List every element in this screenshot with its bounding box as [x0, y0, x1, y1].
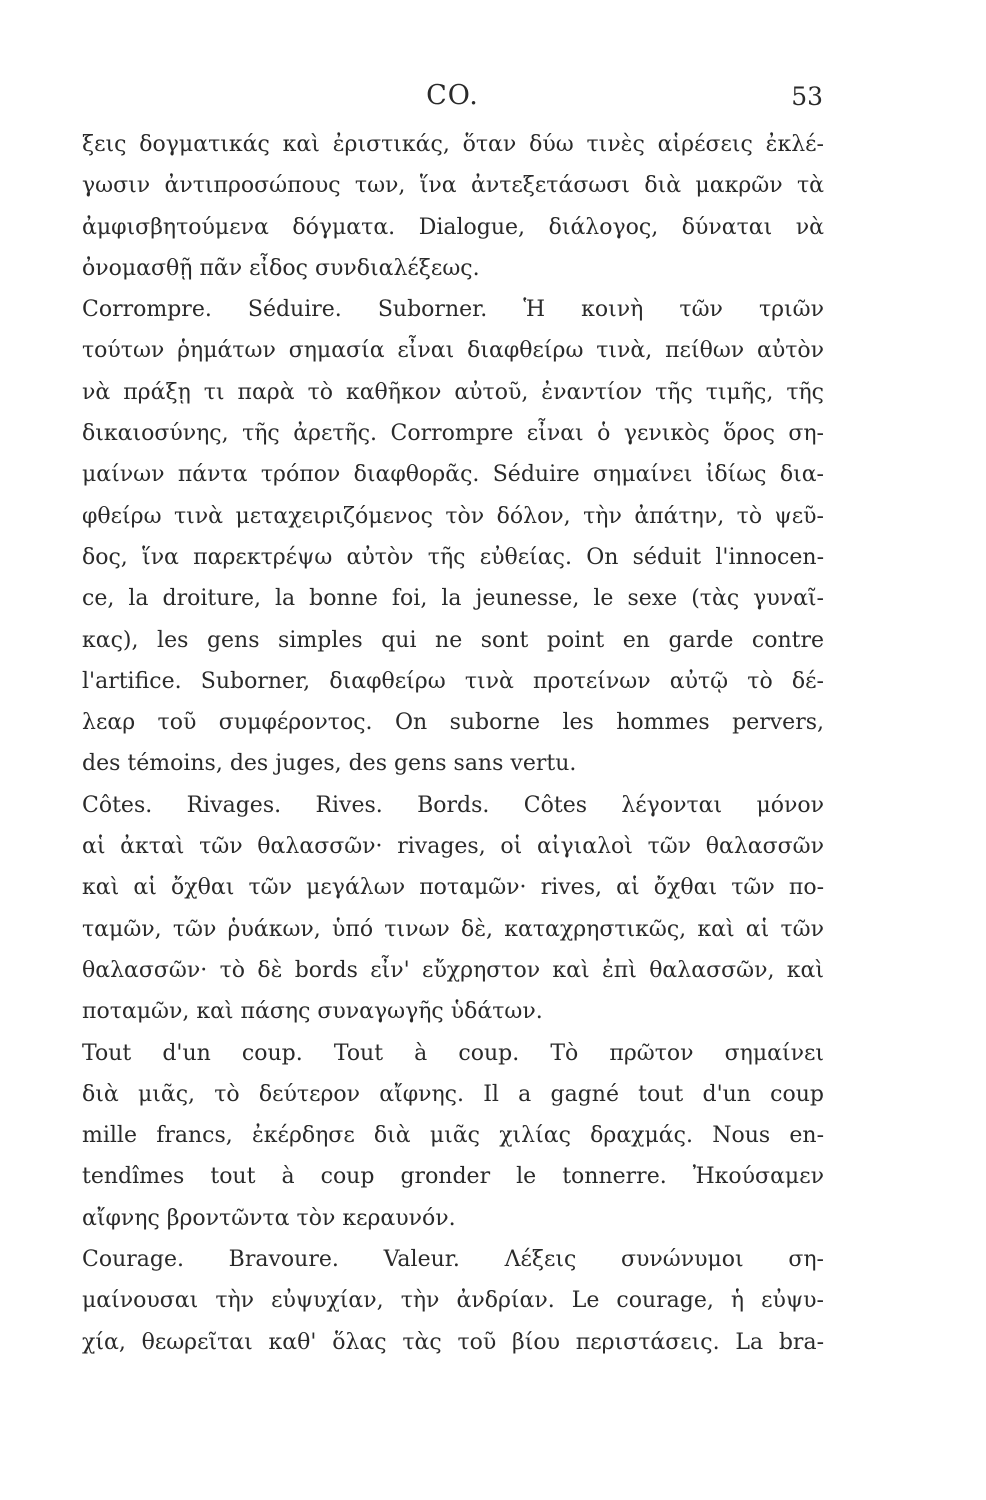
page-number: 53	[791, 82, 823, 111]
text-line: ξεις δογματικάς καὶ ἐριστικάς, ὅταν δύω τινὲς αἱρέσεις ἐκλέ-	[82, 132, 824, 157]
text-line: ποταμῶν, καὶ πάσης συναγωγῆς ὑδάτων.	[82, 999, 543, 1025]
text-line: αἱ ἀκταὶ τῶν θαλασσῶν· rivages, οἱ αἰγιαλοὶ τῶν θαλασσῶν	[82, 834, 824, 860]
text-line: χία, θεωρεῖται καθ' ὅλας τὰς τοῦ βίου περιστάσεις. La bra-	[82, 1329, 824, 1355]
text-line: ὀνομασθῇ πᾶν εἶδος συνδιαλέξεως.	[82, 255, 480, 281]
text-line: μαίνων πάντα τρόπον διαφθορᾶς. Séduire σημαίνει ἰδίως δια-	[82, 462, 824, 488]
text-line: μαίνουσαι τὴν εὐψυχίαν, τὴν ἀνδρίαν. Le courage, ἡ εὐψυ-	[82, 1288, 824, 1314]
text-line: tendîmes tout à coup gronder le tonnerre. Ἠκούσαμεν	[82, 1164, 824, 1190]
running-head	[80, 80, 825, 120]
text-line: ταμῶν, τῶν ῥυάκων, ὑπό τινων δὲ, καταχρηστικῶς, καὶ αἱ τῶν	[82, 916, 824, 942]
text-line: λεαρ τοῦ συμφέροντος. On suborne les hommes pervers,	[82, 710, 824, 736]
text-line: Courage. Bravoure. Valeur. Λέξεις συνώνυμοι ση-	[82, 1247, 824, 1273]
text-line: δος, ἵνα παρεκτρέψω αὐτὸν τῆς εὐθείας. On séduit l'innocen-	[82, 544, 824, 570]
text-line: ce, la droiture, la bonne foi, la jeunesse, le sexe (τὰς γυναῖ-	[82, 586, 824, 612]
text-line: διὰ μιᾶς, τὸ δεύτερον αἴφνης. Il a gagné tout d'un coup	[82, 1081, 824, 1107]
text-line: ἀμφισβητούμενα δόγματα. Dialogue, διάλογος, δύναται νὰ	[82, 214, 824, 240]
text-line: δικαιοσύνης, τῆς ἀρετῆς. Corrompre εἶναι ὁ γενικὸς ὅρος ση-	[82, 421, 824, 447]
text-line: Tout d'un coup. Tout à coup. Τὸ πρῶτον σημαίνει	[82, 1040, 824, 1066]
text-line: τούτων ῥημάτων σημασία εἶναι διαφθείρω τινὰ, πείθων αὐτὸν	[82, 338, 824, 364]
text-line: θαλασσῶν· τὸ δὲ bords εἶν' εὔχρηστον καὶ ἐπὶ θαλασσῶν, καὶ	[82, 957, 824, 983]
text-line: mille francs, ἐκέρδησε διὰ μιᾶς χιλίας δραχμάς. Nous en-	[82, 1123, 824, 1149]
text-line: νὰ πράξῃ τι παρὰ τὸ καθῆκον αὐτοῦ, ἐναντίον τῆς τιμῆς, τῆς	[82, 379, 824, 405]
text-line: αἴφνης βροντῶντα τὸν κεραυνόν.	[82, 1205, 456, 1231]
text-line: des témoins, des juges, des gens sans vertu.	[82, 751, 577, 777]
text-line: καὶ αἱ ὄχθαι τῶν μεγάλων ποταμῶν· rives, αἱ ὄχθαι τῶν πο-	[82, 875, 824, 901]
body-text	[82, 124, 824, 1363]
text-line: Côtes. Rivages. Rives. Bords. Côtes λέγονται μόνον	[82, 792, 824, 818]
text-line: φθείρω τινὰ μεταχειριζόμενος τὸν δόλον, τὴν ἀπάτην, τὸ ψεῦ-	[82, 503, 824, 529]
text-line: l'artifice. Suborner, διαφθείρω τινὰ προτείνων αὐτῷ τὸ δέ-	[82, 668, 824, 694]
text-line: Corrompre. Séduire. Suborner. Ἡ κοινὴ τῶν τριῶν	[82, 297, 824, 323]
text-line: κας), les gens simples qui ne sont point en garde contre	[82, 627, 824, 653]
text-line: γωσιν ἀντιπροσώπους των, ἵνα ἀντεξετάσωσι διὰ μακρῶν τὰ	[82, 173, 824, 199]
page-header-title: CO.	[426, 80, 479, 111]
